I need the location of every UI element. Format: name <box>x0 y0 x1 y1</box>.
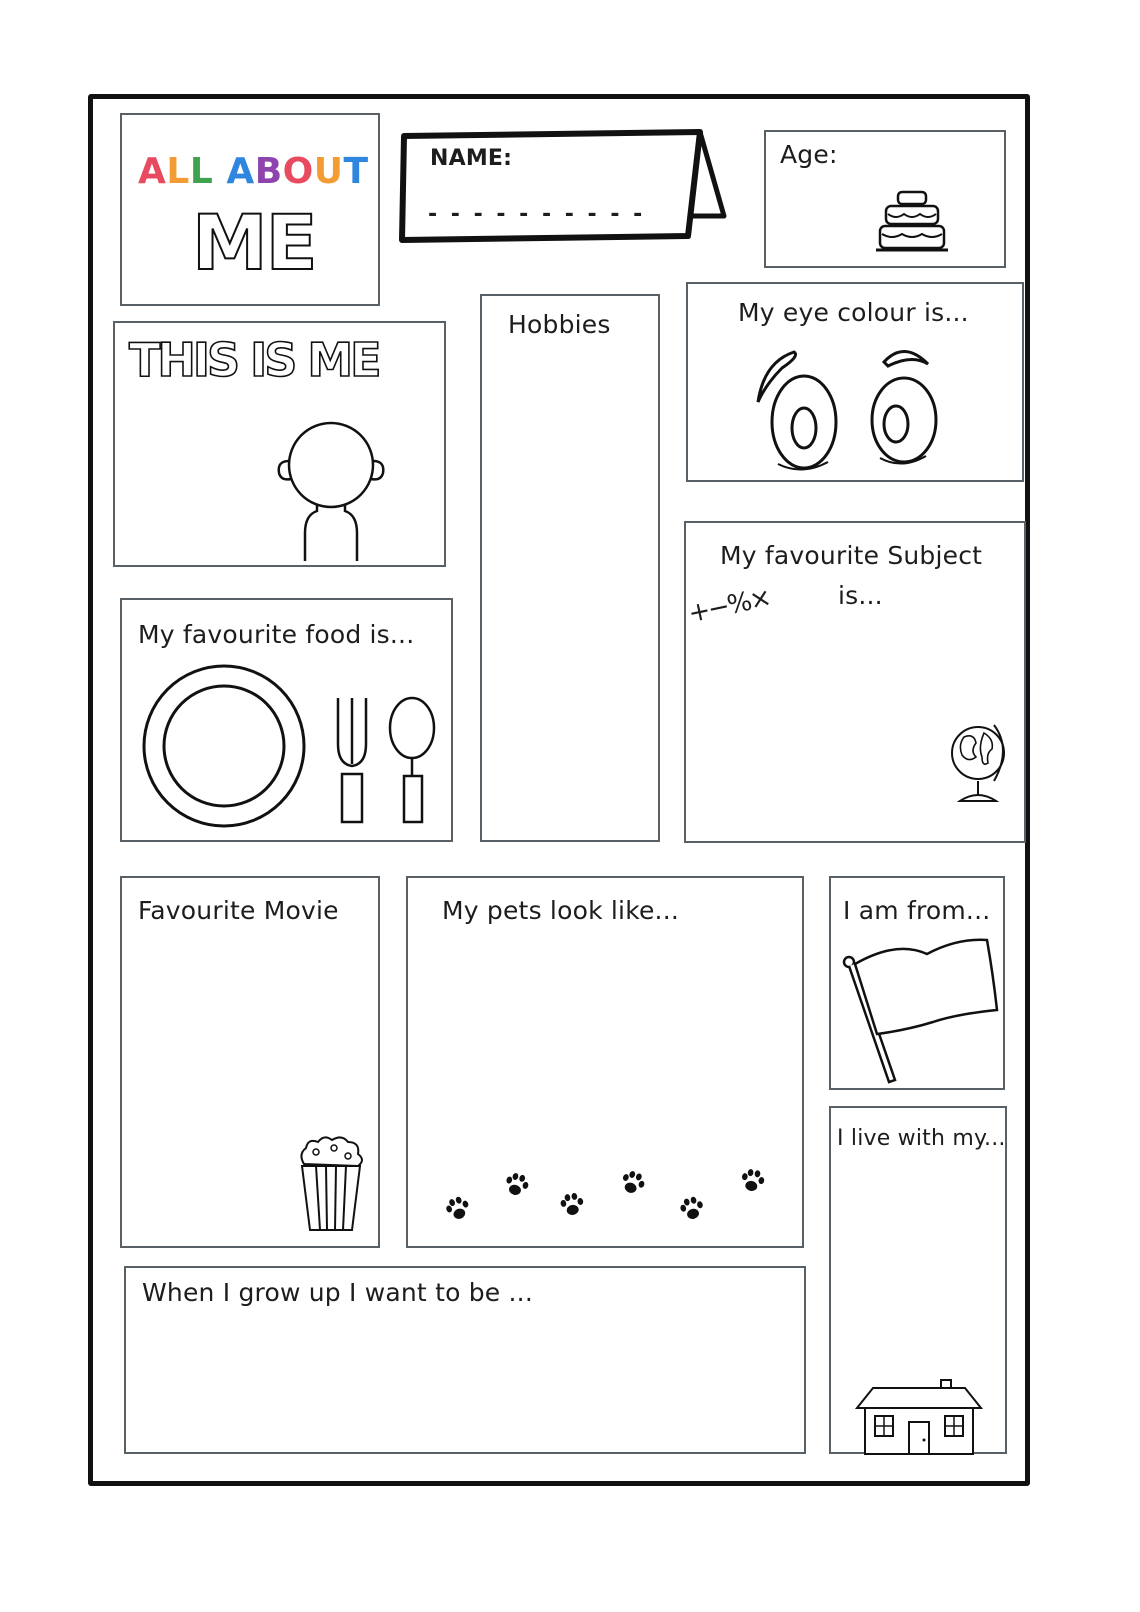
paw-print <box>444 1194 473 1222</box>
title-all-about <box>138 151 369 192</box>
person-outline-icon <box>273 415 393 565</box>
title-box <box>120 113 380 306</box>
title-me: ME <box>192 198 316 287</box>
math-symbols-doodle: +−%× <box>685 582 773 630</box>
house-icon <box>855 1378 985 1458</box>
hobbies-box[interactable] <box>480 294 660 842</box>
from-label: I am from... <box>843 896 991 925</box>
subject-label-line2: is... <box>838 581 883 610</box>
popcorn-icon <box>296 1134 366 1234</box>
movie-box[interactable] <box>120 876 380 1248</box>
pets-label: My pets look like... <box>442 896 679 925</box>
grow-up-box[interactable] <box>124 1266 806 1454</box>
title-letter: L <box>189 151 214 192</box>
title-letter: O <box>282 151 314 192</box>
title-letter: L <box>166 151 190 192</box>
eyes-icon <box>754 342 954 472</box>
age-label: Age: <box>780 140 838 169</box>
name-line: - - - - - - - - - - <box>428 202 646 227</box>
paw-print <box>559 1192 585 1217</box>
subject-label-line1: My favourite Subject <box>720 541 983 570</box>
paw-print <box>619 1169 648 1197</box>
food-box[interactable] <box>120 598 453 842</box>
pets-box[interactable] <box>406 876 804 1248</box>
this-is-me-label: THIS IS ME <box>129 333 379 387</box>
name-label: NAME: <box>430 146 513 171</box>
hobbies-label: Hobbies <box>508 310 611 339</box>
from-box[interactable] <box>829 876 1005 1090</box>
live-with-box[interactable] <box>829 1106 1007 1454</box>
subject-box[interactable] <box>684 521 1026 843</box>
title-letter <box>213 151 226 192</box>
age-box[interactable] <box>764 130 1006 268</box>
movie-label: Favourite Movie <box>138 896 339 925</box>
title-letter: B <box>254 151 283 192</box>
title-letter: A <box>138 151 167 192</box>
title-letter: U <box>313 151 344 192</box>
paw-print <box>740 1168 766 1193</box>
eye-colour-label: My eye colour is... <box>738 298 969 327</box>
title-letter: A <box>226 151 255 192</box>
food-label: My favourite food is... <box>138 620 415 649</box>
paw-print <box>503 1171 530 1198</box>
name-tag[interactable] <box>398 128 728 250</box>
live-with-label: I live with my... <box>837 1126 1006 1151</box>
paw-prints-icon <box>440 1174 780 1234</box>
flag-icon <box>837 934 1007 1084</box>
eye-colour-box[interactable] <box>686 282 1024 482</box>
cake-icon <box>876 190 948 254</box>
globe-icon <box>946 719 1010 809</box>
plate-fork-spoon-icon <box>140 664 450 834</box>
title-letter: T <box>343 151 369 192</box>
grow-up-label: When I grow up I want to be ... <box>142 1278 533 1307</box>
paw-print <box>678 1195 705 1222</box>
this-is-me-box[interactable] <box>113 321 446 567</box>
